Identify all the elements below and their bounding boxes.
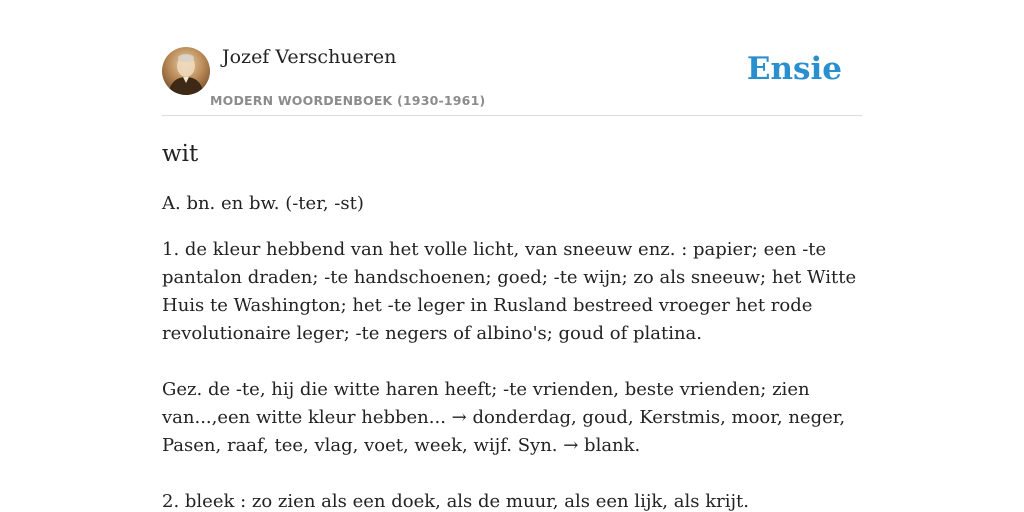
- source-label[interactable]: MODERN WOORDENBOEK (1930-1961): [210, 93, 486, 108]
- page-header: [162, 0, 862, 116]
- definition-paragraph-3: 2. bleek : zo zien als een doek, als de muur, als een lijk, als krijt.: [162, 491, 750, 512]
- definition-paragraph-2: Gez. de -te, hij die witte haren heeft; -te vrienden, beste vrienden; zien van...,een witte kleur hebben... → donderdag, goud, Kerstmis, moor, neger, Pasen, raaf, tee, vlag, voet, week, wijf. Syn. → blank.: [162, 379, 846, 456]
- entry-title: wit: [162, 141, 199, 167]
- author-portrait-icon[interactable]: [162, 47, 210, 95]
- site-logo[interactable]: Ensie: [746, 51, 842, 87]
- definition-paragraph-1: 1. de kleur hebbend van het volle licht, van sneeuw enz. : papier; een -te pantalon draden; -te handschoenen; goed; -te wijn; zo als sneeuw; het Witte Huis te Washington; het -te leger in Rusland bestreed vroeger het rode revolutionaire leger; -te negers of albino's; goud of platina.: [162, 239, 857, 344]
- entry-grammar: A. bn. en bw. (-ter, -st): [162, 193, 364, 214]
- author-name[interactable]: Jozef Verschueren: [222, 46, 397, 68]
- entry-content: [162, 138, 862, 512]
